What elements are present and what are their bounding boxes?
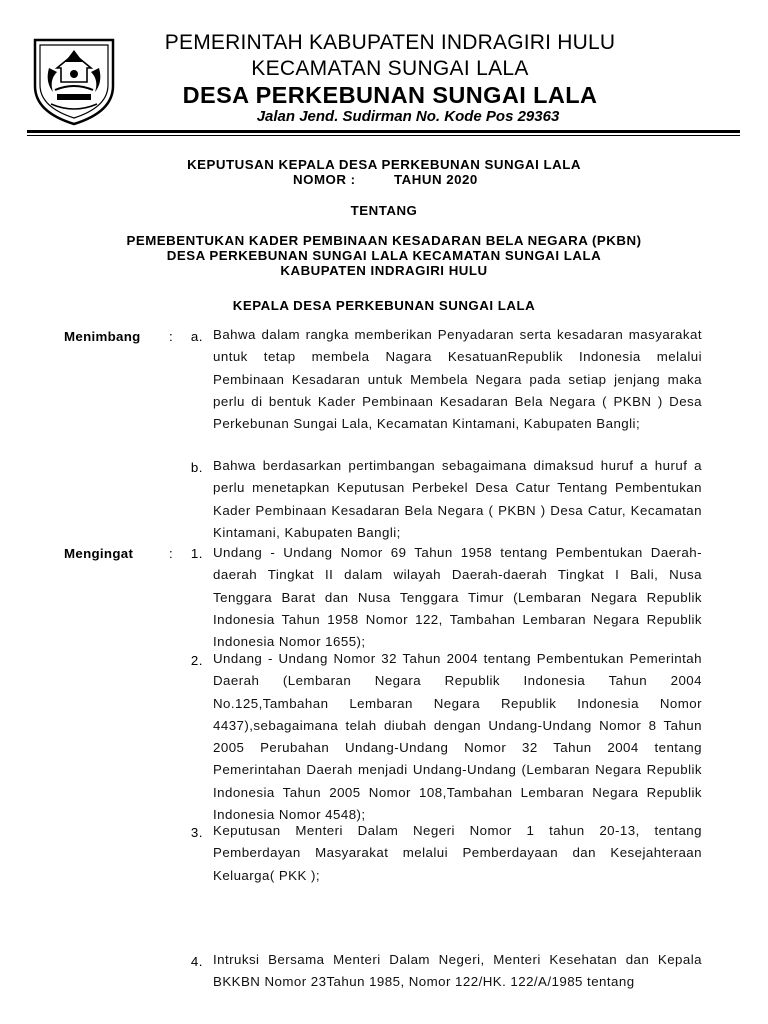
menimbang-item-text: Bahwa dalam rangka memberikan Penyadaran serta kesadaran masyarakat untuk tetap membela Nagara KesatuanRepublik Indonesia melalui Pembinaan Kesadaran untuk Membela Negara pada setiap jenjang maka perlu di bentuk Kader Pembinaan Kesadaran Bela Negara ( PKBN ) Desa Perkebunan Sungai Lala, Kecamatan Kintamani, Kabupaten Bangli; xyxy=(213,327,702,432)
mengingat-item-marker: 4. xyxy=(190,954,203,969)
mengingat-item-marker: 1. xyxy=(190,546,203,561)
menimbang-item-marker: b. xyxy=(190,460,203,475)
decree-tentang: TENTANG xyxy=(350,203,418,218)
letterhead-government-line: PEMERINTAH KABUPATEN INDRAGIRI HULU xyxy=(164,31,616,54)
menimbang-colon: : xyxy=(169,329,173,344)
mengingat-item-text: Undang - Undang Nomor 32 Tahun 2004 tentang Pembentukan Pemerintah Daerah (Lembaran Negara Republik Indonesia Tahun 2004 No.125,Tambahan Lembaran Negara Republik Indonesia Nomor 4437),sebagaimana telah diubah dengan Undang-Undang Nomor 8 Tahun 2005 Perubahan Undang-Undang Nomor 32 Tahun 2004 tentang Pemerintahan Daerah menjadi Undang-Undang (Lembaran Negara Republik Indonesia Tahun 2005 Nomor 108,Tambahan Lembaran Negara Republik Indonesia Nomor 4548); xyxy=(213,651,702,823)
letterhead-village-line: DESA PERKEBUNAN SUNGAI LALA xyxy=(182,82,598,108)
decree-issuer: KEPALA DESA PERKEBUNAN SUNGAI LALA xyxy=(232,298,536,313)
mengingat-label: Mengingat xyxy=(64,546,134,561)
mengingat-colon: : xyxy=(169,546,173,561)
decree-subject-line-2: DESA PERKEBUNAN SUNGAI LALA KECAMATAN SUNGAI LALA xyxy=(166,248,602,263)
letterhead-divider-thin xyxy=(27,135,740,136)
decree-number-line xyxy=(293,172,478,187)
decree-year: TAHUN 2020 xyxy=(394,172,478,187)
mengingat-item-marker: 2. xyxy=(190,653,203,668)
mengingat-item-marker: 3. xyxy=(190,825,203,840)
decree-subject-line-3: KABUPATEN INDRAGIRI HULU xyxy=(280,263,488,278)
letterhead-district-line: KECAMATAN SUNGAI LALA xyxy=(251,57,529,80)
letterhead-divider-thick xyxy=(27,130,740,133)
decree-title: KEPUTUSAN KEPALA DESA PERKEBUNAN SUNGAI LALA xyxy=(187,157,581,172)
menimbang-item-marker: a. xyxy=(190,329,203,344)
mengingat-item-text: Intruksi Bersama Menteri Dalam Negeri, Menteri Kesehatan dan Kepala BKKBN Nomor 23Tahun 1985, Nomor 122/HK. 122/A/1985 tentang xyxy=(213,952,702,990)
decree-subject-line-1: PEMEBENTUKAN KADER PEMBINAAN KESADARAN BELA NEGARA (PKBN) xyxy=(126,233,642,248)
regency-coat-of-arms-logo xyxy=(27,34,121,126)
letterhead-address: Jalan Jend. Sudirman No. Kode Pos 29363 xyxy=(256,108,560,125)
mengingat-item-text: Undang - Undang Nomor 69 Tahun 1958 tentang Pembentukan Daerah-daerah Tingkat II dalam wilayah Daerah-daerah Tingkat I Bali, Nusa Tenggara Barat dan Nusa Tenggara Timur (Lembaran Negara Republik Indonesia Tahun 1958 Nomor 122, Tambahan Lembaran Negara Republik Indonesia Nomor 1655); xyxy=(213,545,702,650)
decree-number-label: NOMOR : xyxy=(293,172,356,187)
menimbang-label: Menimbang xyxy=(64,329,141,344)
menimbang-item-text: Bahwa berdasarkan pertimbangan sebagaimana dimaksud huruf a huruf a perlu menetapkan Keputusan Perbekel Desa Catur Tentang Pembentukan Kader Pembinaan Kesadaran Bela Negara ( PKBN ) Desa Catur, Kecamatan Kintamani, Kabupaten Bangli; xyxy=(213,458,702,540)
mengingat-item-text: Keputusan Menteri Dalam Negeri Nomor 1 tahun 20-13, tentang Pemberdayan Masyarakat melalui Pemberdayaan dan Kesejahteraan Keluarga( PKK ); xyxy=(213,823,702,883)
